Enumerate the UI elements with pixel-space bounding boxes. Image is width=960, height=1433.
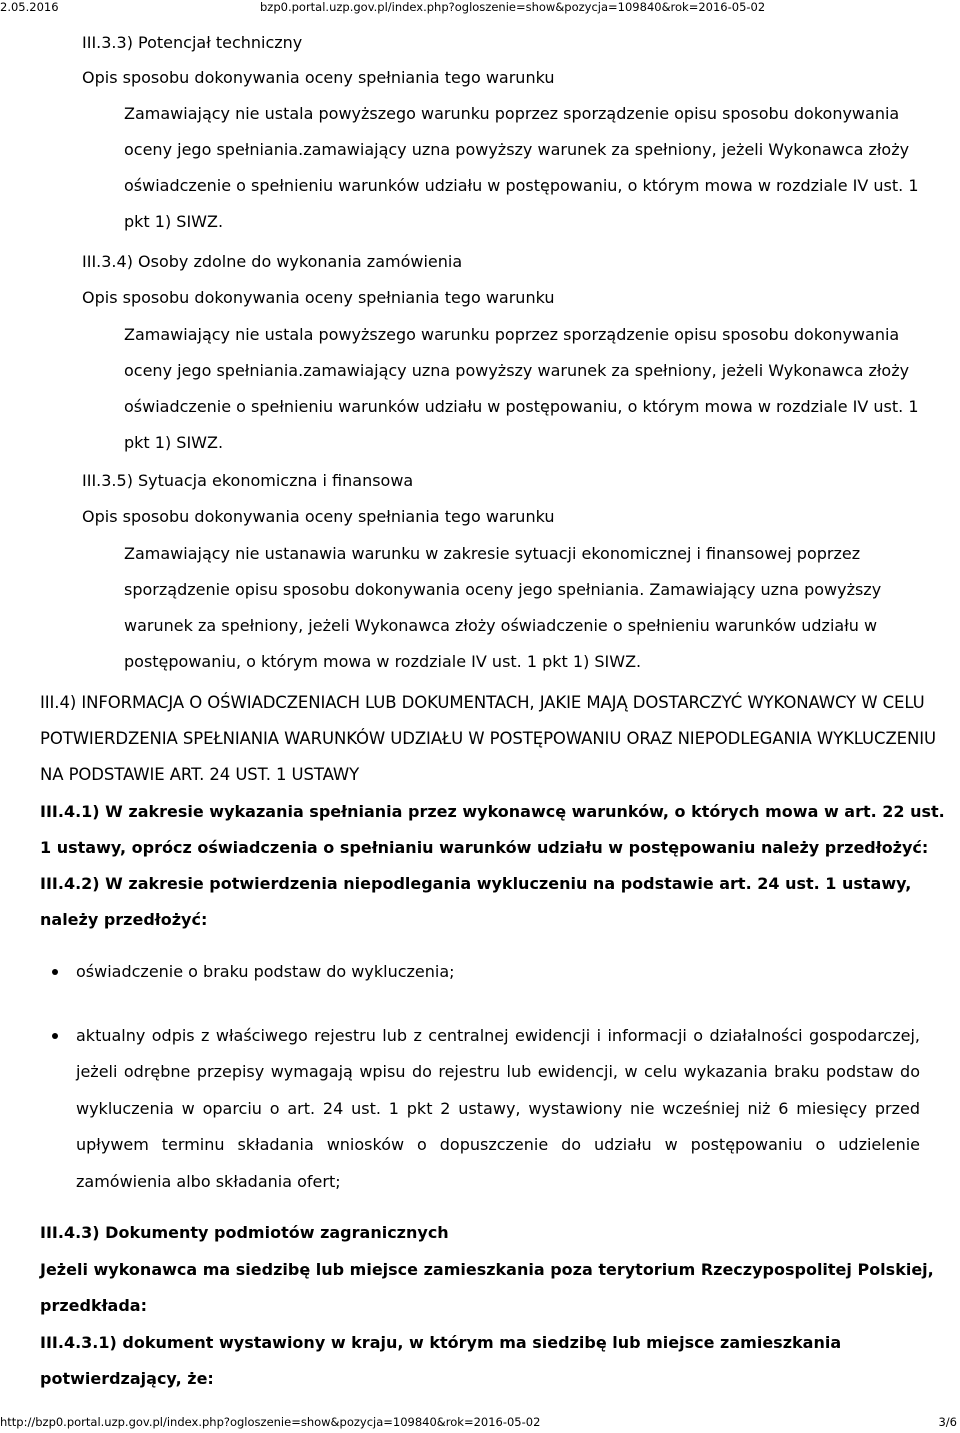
section-opis-label: Opis sposobu dokonywania oceny spełniania tego warunku bbox=[82, 68, 555, 87]
section-opis-label: Opis sposobu dokonywania oceny spełniania tego warunku bbox=[82, 507, 555, 526]
footer-url: http://bzp0.portal.uzp.gov.pl/index.php?ogloszenie=show&pozycja=109840&rok=2016-05-02 bbox=[0, 1415, 541, 1429]
list-item bbox=[40, 1018, 920, 1201]
list-item-text: aktualny odpis z właściwego rejestru lub z centralnej ewidencji i informacji o działalności gospodarczej, jeżeli odrębne przepisy wymagają wpisu do rejestru lub ewidencji, w celu wykazania braku podstaw do wykluczenia w oparciu o art. 24 ust. 1 pkt 2 ustawy, wystawiony nie wcześniej niż 6 miesięcy przed upływem terminu składania wniosków o dopuszczenie do udziału w postępowaniu o udzielenie zamówienia albo składania ofert; bbox=[76, 1025, 920, 1191]
list-item-text: oświadczenie o braku podstaw do wykluczenia; bbox=[76, 962, 455, 981]
section-title-osoby: III.3.4) Osoby zdolne do wykonania zamówienia bbox=[82, 252, 463, 271]
section-paragraph: Zamawiający nie ustala powyższego warunku poprzez sporządzenie opisu sposobu dokonywania oceny jego spełniania.zamawiający uzna powyższy warunek za spełniony, jeżeli Wykonawca złoży oświadczenie o spełnieniu warunków udziału w postępowaniu, o którym mowa w rozdziale IV ust. 1 pkt 1) SIWZ. bbox=[124, 104, 919, 231]
section-title-informacja: III.4) INFORMACJA O OŚWIADCZENIACH LUB DOKUMENTACH, JAKIE MAJĄ DOSTARCZYĆ WYKONAWCY W CELU POTWIERDZENIA SPEŁNIANIA WARUNKÓW UDZIAŁU W POSTĘPOWANIU ORAZ NIEPODLEGANIA WYKLUCZENIU NA PODSTAWIE ART. 24 UST. 1 USTAWY bbox=[40, 693, 936, 784]
section-opis-label: Opis sposobu dokonywania oceny spełniania tego warunku bbox=[82, 288, 555, 307]
section-paragraph: Zamawiający nie ustala powyższego warunku poprzez sporządzenie opisu sposobu dokonywania oceny jego spełniania.zamawiający uzna powyższy warunek za spełniony, jeżeli Wykonawca złoży oświadczenie o spełnieniu warunków udziału w postępowaniu, o którym mowa w rozdziale IV ust. 1 pkt 1) SIWZ. bbox=[124, 325, 919, 452]
section-title-4-3: III.4.3) Dokumenty podmiotów zagranicznych bbox=[40, 1223, 449, 1242]
section-title-potencjal: III.3.3) Potencjał techniczny bbox=[82, 33, 303, 52]
list-item bbox=[40, 954, 920, 991]
section-title-4-3-1: III.4.3.1) dokument wystawiony w kraju, w którym ma siedzibę lub miejsce zamieszkania potwierdzający, że: bbox=[40, 1333, 842, 1388]
page-number: 3/6 bbox=[938, 1415, 957, 1429]
section-title-4-1: III.4.1) W zakresie wykazania spełniania przez wykonawcę warunków, o których mowa w art. 22 ust. 1 ustawy, oprócz oświadczenia o spełnianiu warunków udziału w postępowaniu należy przedłożyć: bbox=[40, 802, 945, 857]
print-date: 2.05.2016 bbox=[0, 0, 59, 14]
section-title-sytuacja: III.3.5) Sytuacja ekonomiczna i finansowa bbox=[82, 471, 414, 490]
section-title-4-2: III.4.2) W zakresie potwierdzenia niepodlegania wykluczeniu na podstawie art. 24 ust. 1 ustawy, należy przedłożyć: bbox=[40, 874, 912, 929]
section-paragraph: Zamawiający nie ustanawia warunku w zakresie sytuacji ekonomicznej i finansowej poprzez sporządzenie opisu sposobu dokonywania oceny jego spełniania. Zamawiający uzna powyższy warunek za spełniony, jeżeli Wykonawca złoży oświadczenie o spełnieniu warunków udziału w postępowaniu, o którym mowa w rozdziale IV ust. 1 pkt 1) SIWZ. bbox=[124, 544, 882, 671]
print-footer bbox=[0, 1414, 960, 1430]
section-foreign-entities-text: Jeżeli wykonawca ma siedzibę lub miejsce zamieszkania poza terytorium Rzeczypospolitej Polskiej, przedkłada: bbox=[40, 1260, 934, 1315]
print-header bbox=[0, 0, 960, 14]
print-url: bzp0.portal.uzp.gov.pl/index.php?ogloszenie=show&pozycja=109840&rok=2016-05-02 bbox=[260, 0, 766, 14]
exclusion-document-list bbox=[40, 954, 920, 1200]
bullet-icon bbox=[52, 1033, 58, 1039]
bullet-icon bbox=[52, 969, 58, 975]
